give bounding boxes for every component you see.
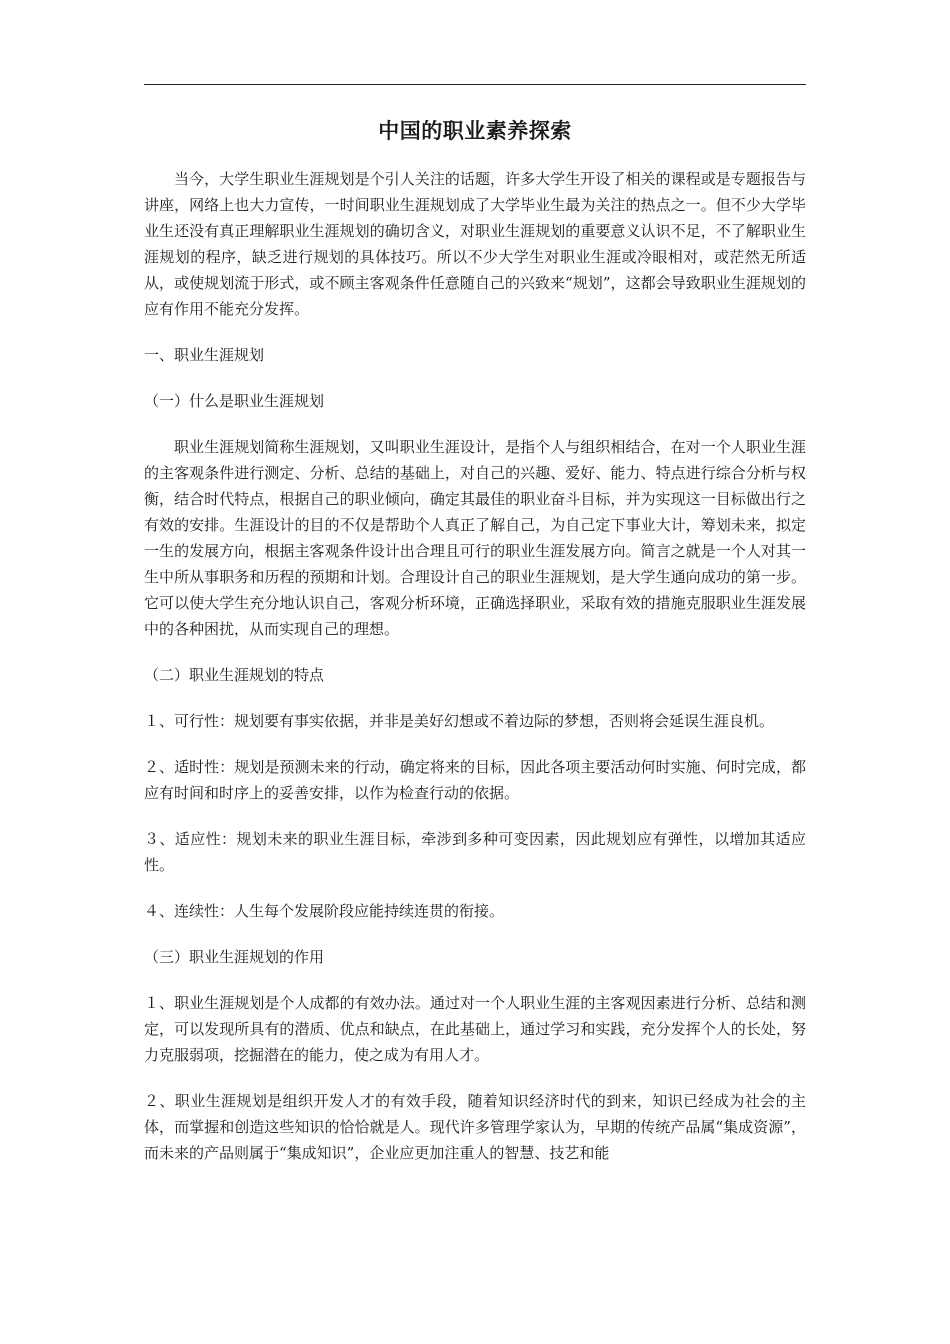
section-heading: 一、职业生涯规划 bbox=[144, 346, 265, 364]
definition-paragraph: 职业生涯规划简称生涯规划，又叫职业生涯设计，是指个人与组织相结合，在对一个人职业生涯的主客观条件进行测定、分析、总结的基础上，对自己的兴趣、爱好、能力、特点进行综合分析与权衡，结合时代特点，根据自己的职业倾向，确定其最佳的职业奋斗目标，并为实现这一目标做出行之有效的安排。生涯设计的目的不仅是帮助个人真正了解自己，为自己定下事业大计，筹划未来，拟定一生的发展方向，根据主客观条件设计出合理且可行的职业生涯发展方向。简言之就是一个人对其一生中所从事职务和历程的预期和计划。合理设计自己的职业生涯规划，是大学生通向成功的第一步。它可以使大学生充分地认识自己，客观分析环境，正确选择职业，采取有效的措施克服职业生涯发展中的各种困扰，从而实现自己的理想。 bbox=[144, 438, 806, 638]
list-item: ４、连续性：人生每个发展阶段应能持续连贯的衔接。 bbox=[144, 902, 505, 920]
list-item: ３、适应性：规划未来的职业生涯目标，牵涉到多种可变因素，因此规划应有弹性，以增加其适应性。 bbox=[144, 830, 806, 874]
intro-paragraph: 当今，大学生职业生涯规划是个引人关注的话题，许多大学生开设了相关的课程或是专题报告与讲座，网络上也大力宣传，一时间职业生涯规划成了大学毕业生最为关注的热点之一。但不少大学毕业生还没有真正理解职业生涯规划的确切含义，对职业生涯规划的重要意义认识不足，不了解职业生涯规划的程序，缺乏进行规划的具体技巧。所以不少大学生对职业生涯或冷眼相对，或茫然无所适从，或使规划流于形式，或不顾主客观条件任意随自己的兴致来“规划”，这都会导致职业生涯规划的应有作用不能充分发挥。 bbox=[144, 170, 806, 318]
subsection-heading: （二）职业生涯规划的特点 bbox=[144, 666, 325, 684]
list-item: ２、适时性：规划是预测未来的行动，确定将来的目标，因此各项主要活动何时实施、何时完成，都应有时间和时序上的妥善安排，以作为检查行动的依据。 bbox=[144, 758, 806, 802]
list-item: １、可行性：规划要有事实依据，并非是美好幻想或不着边际的梦想，否则将会延误生涯良机。 bbox=[144, 712, 775, 730]
subsection-heading: （三）职业生涯规划的作用 bbox=[144, 948, 325, 966]
list-item: １、职业生涯规划是个人成都的有效办法。通过对一个人职业生涯的主客观因素进行分析、总结和测定，可以发现所具有的潜质、优点和缺点，在此基础上，通过学习和实践，充分发挥个人的长处，努力克服弱项，挖掘潜在的能力，使之成为有用人才。 bbox=[144, 994, 806, 1064]
list-item: ２、职业生涯规划是组织开发人才的有效手段，随着知识经济时代的到来，知识已经成为社会的主体，而掌握和创造这些知识的恰恰就是人。现代许多管理学家认为，早期的传统产品属“集成资源”，而未来的产品则属于“集成知识”，企业应更加注重人的智慧、技艺和能 bbox=[144, 1092, 806, 1162]
header-rule bbox=[144, 84, 806, 85]
document-body bbox=[144, 116, 806, 1166]
document-title: 中国的职业素养探索 bbox=[378, 118, 572, 143]
subsection-heading: （一）什么是职业生涯规划 bbox=[144, 392, 325, 410]
